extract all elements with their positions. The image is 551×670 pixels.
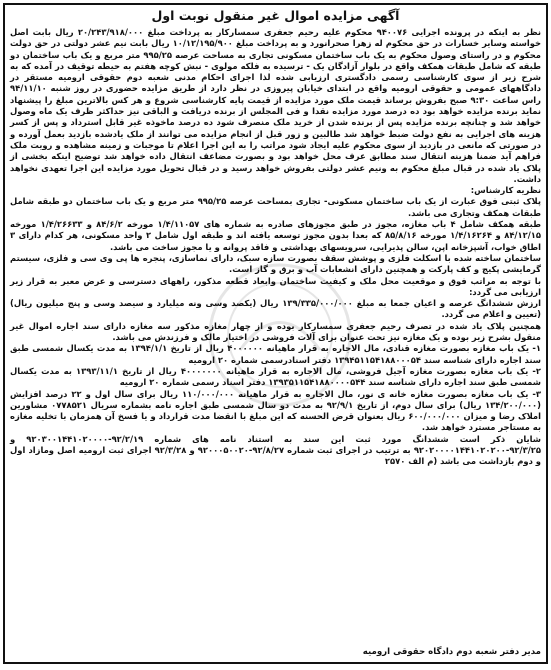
paragraph-structure: ساختمان ساخته شده با اسکلت فلزی و پوشش سقف بصورت سازه سبک، دارای نماسازی، پنجره ها پی وی سی و فلزی، سیستم گرمایشی پکیج و کف پارکت و همچنین دارای انشعابات آب و برق و گاز است. <box>10 252 541 275</box>
paragraph-occupancy: همچنین پلاک یاد شده در تصرف رحیم جعفری سمسارکار بوده و از چهار مغازه مذکور سه مغازه دارای سند اجاره اموال غیر منقول بشرح زیر بوده و یک مغازه نیز تحت عنوان برای آلات فروشی در اختیار مالک و فرزندش می باشد. <box>10 320 541 343</box>
paragraph-intro: نظر به اینکه در پرونده اجرایی ۹۴۰۰۷۶ محکوم علیه رحیم جعفری سمسارکار به پرداخت مبلغ ۲۰/۲۴۳/۹۱۸/۰۰۰ ریال بابت اصل خواسته وسایر خسارات در حق محکوم له زهرا صحرانورد و به پرداخت مبلغ ۱۰/۱۲/۱۹۵/۹۰۰ ریال بابت نیم عشر دولتی در حق دولت محکوم و در راستای وصول محکوم به یک باب ساختمان مسکونی تجاری به مساحت عرصه ۹۹۵/۲۵ متر مربع و یک باب ساختمان دو طبقه که شامل طبقات همکف واقع در بلوار آزادگان یک - ترسیده به فلکه مولوی - نبش کوچه هفتم به حیطه توقیف در آمده که به شرح زیر از سوی کارشناسی رسمی دادگستری ارزیابی شده لذا اجرای احکام مدنی شعبه دوم حقوقی ارومیه مستقر در دادگاههای عمومی و حقوقی ارومیه واقع در ابتدای خیابان پیروزی در نظر دارد از طریق مزایده حضوری در روز شنبه ۹۴/۱۱/۱۰ راس ساعت ۹:۳۰ صبح بفروش برساند قیمت ملک مورد مزایده از قیمت پایه کارشناسی شروع و هر کس بالاترین مبلغ را پیشنهاد نماید برنده مزایده خواهد بود ده درصد مورد مزایده نقدا و فی المجلس از برنده دریافت و الباقی نیز حداکثر ظرف یک ماه وصول خواهد شد و چنانچه برنده مزایده پس از برنده شدن از خرید ملک منصرف شود ده درصد ماخوذه غیر قابل استرداد و پس از کسر هزینه های اجرایی به نفع دولت ضبط خواهد شد طالبین و زور قبل از انجام مزایده می توانند از ملک یادشده بازدید بعمل آورده و در صورتی که مانعی در بازدید از سوی محکوم علیه ایجاد شود مراتب را به این اجرا اعلام تا موجبات و زمینه مشاهده و رویت ملک فراهم آید ضمنا هزینه انتقال سند مطابق عرف محل خواهد بود و بصورت مضاعف انتقال داده خواهد شد توضیح اینکه بخشی از پلاک یاد شده در قبال مبلغ محکوم به ونیم عشر دولتی بفروش خواهد رسید و در قبال تحویل مورد مزایده این اجرا تعهدی نخواهد داشت. <box>10 27 541 184</box>
paragraph-shop-1: ۱- یک باب مغازه بصورت مغازه قنادی، مال الاجاره به قرار ماهیانه ۴۰۰۰۰۰۰ ریال از تاریخ ۱۳۹۴/۱/۱ به مدت یکسال شمسی طبق سند اجاره دارای شناسه سند ۱۳۹۴۵۱۱۵۴۱۸۸۰۰۰۵۴ دفتر اسنادرسمی شماره ۲۰ ارومیه <box>10 343 541 365</box>
paragraph-expert-heading: نظریه کارشناس: <box>470 185 541 196</box>
signature-line: مدیر دفتر شعبه دوم دادگاه حقوقی ارومیه <box>362 647 541 657</box>
paragraph-plot: پلاک ثبتی فوق عبارت از یک باب ساختمان مسکونی- تجاری بمساحت عرصه ۹۹۵/۲۵ متر مربع و یک باب ساختمان دو طبقه شامل طبقات همکف وتجاری می باشد. <box>10 196 541 218</box>
paragraph-ground-floor: طبقه همکف شامل ۴ باب مغازه، مجوز در طبق مجوزهای صادره به شماره های ۱/۴/۱۱۰۵۷ مورخه ۸۴/۶/۲ و ۱/۴/۲۶۶۳۳ مورخه ۸۴/۱۲/۱۵ و ۱/۴/۱۶۲۶۴ مورخه ۸۵/۸/۱۶ که بعدا بدون مجوز توسعه یافته اند و طبقه اول شامل ۲ واحد مسکونی، هر کدام دارای ۳ اطاق خواب، آشپزخانه اپن، سالن پذیرایی، سرویسهای بهداشتی و فاقد پروانه و یا مجوز ساخت می باشد. <box>10 219 541 252</box>
paragraph-shop-3: ۳- یک باب مغازه بصورت مغازه خانه ی نور، مال الاجاره به قرار ماهیانه ۱۱۰/۰۰۰/۰۰۰ ریال برای سال اول و ۲۲ درصد افزایش (۱۳۴/۲۰۰/۰۰۰ ریال) برای سال دوم، از تاریخ ۹۲/۹/۱ به مدت دو سال شمسی طبق اجاره نامه بشماره سریال ۰۷۷۸۵۲۱ مشاورین املاک رضا و میزان ۶۰۰/۰۰۰/۰۰۰ ریال بعنوان قرض الحسنه که این مبلغ با انقضا مدت قرارداد و یا فسخ آن همزمان با تخلیه مغازه به مستاجر مسترد خواهد شد. <box>10 388 541 433</box>
paragraph-shop-2: ۲- یک باب مغازه بصورت مغازه آجیل فروشی، مال الاجاره به قرار ماهیانه ۴۰۰۰۰۰۰۰ ریال از تاریخ ۱۳۹۳/۱۱/۱ به مدت یکسال شمسی طبق سند اجاره دارای شناسه سند ۱۳۹۳۵۱۱۵۴۱۸۸۰۰۰۰۵۴۴ دفتر اسناد رسمی شماره ۲۰ ارومیه <box>10 365 541 388</box>
paragraph-registry-note: شایان ذکر است ششدانگ مورد ثبت این سند به استناد نامه های شماره ۹۲/۲/۱۹-۹۲۰۳۰۰۱۴۴۱۰۲۰۰۰۰ و ۹۲/۳/۲۵-۹۲۰۲۰۰۰۰۱۴۴۱۰۲۰۲۰۰ به ترتیب در اجرای ثبت شماره ۹۲/۸/۲۷-۹۲۰۰۰۵۰۰۲۰ و ۹۲/۳/۲۸ اجرای ثبت ارومیه اصل ومازاد اول و دوم بازداشت می باشد (م الف ۲۵۷۰ <box>10 433 542 467</box>
paragraph-evaluation-intro: با توجه به مراتب فوق و موقعیت محل ملک و کیفیت ساختمان وابعاد قطعه مذکور، راههای دسترسی و عرض معبر به قرار زیر ارزیابی می گردد: <box>10 275 541 297</box>
notice-title: آگهی مزایده اموال غیر منقول نوبت اول <box>151 8 400 23</box>
notice-page <box>3 3 548 664</box>
paragraph-valuation: ارزش ششدانگ عرصه و اعیان جمعا به مبلغ ۱۳۹/۳۳۵/۰۰۰/۰۰۰ ریال (یکصد وسی ونه میلیارد و سیصد وسی و پنج میلیون ریال) (تعیین و اعلام می گردد. <box>10 298 541 320</box>
